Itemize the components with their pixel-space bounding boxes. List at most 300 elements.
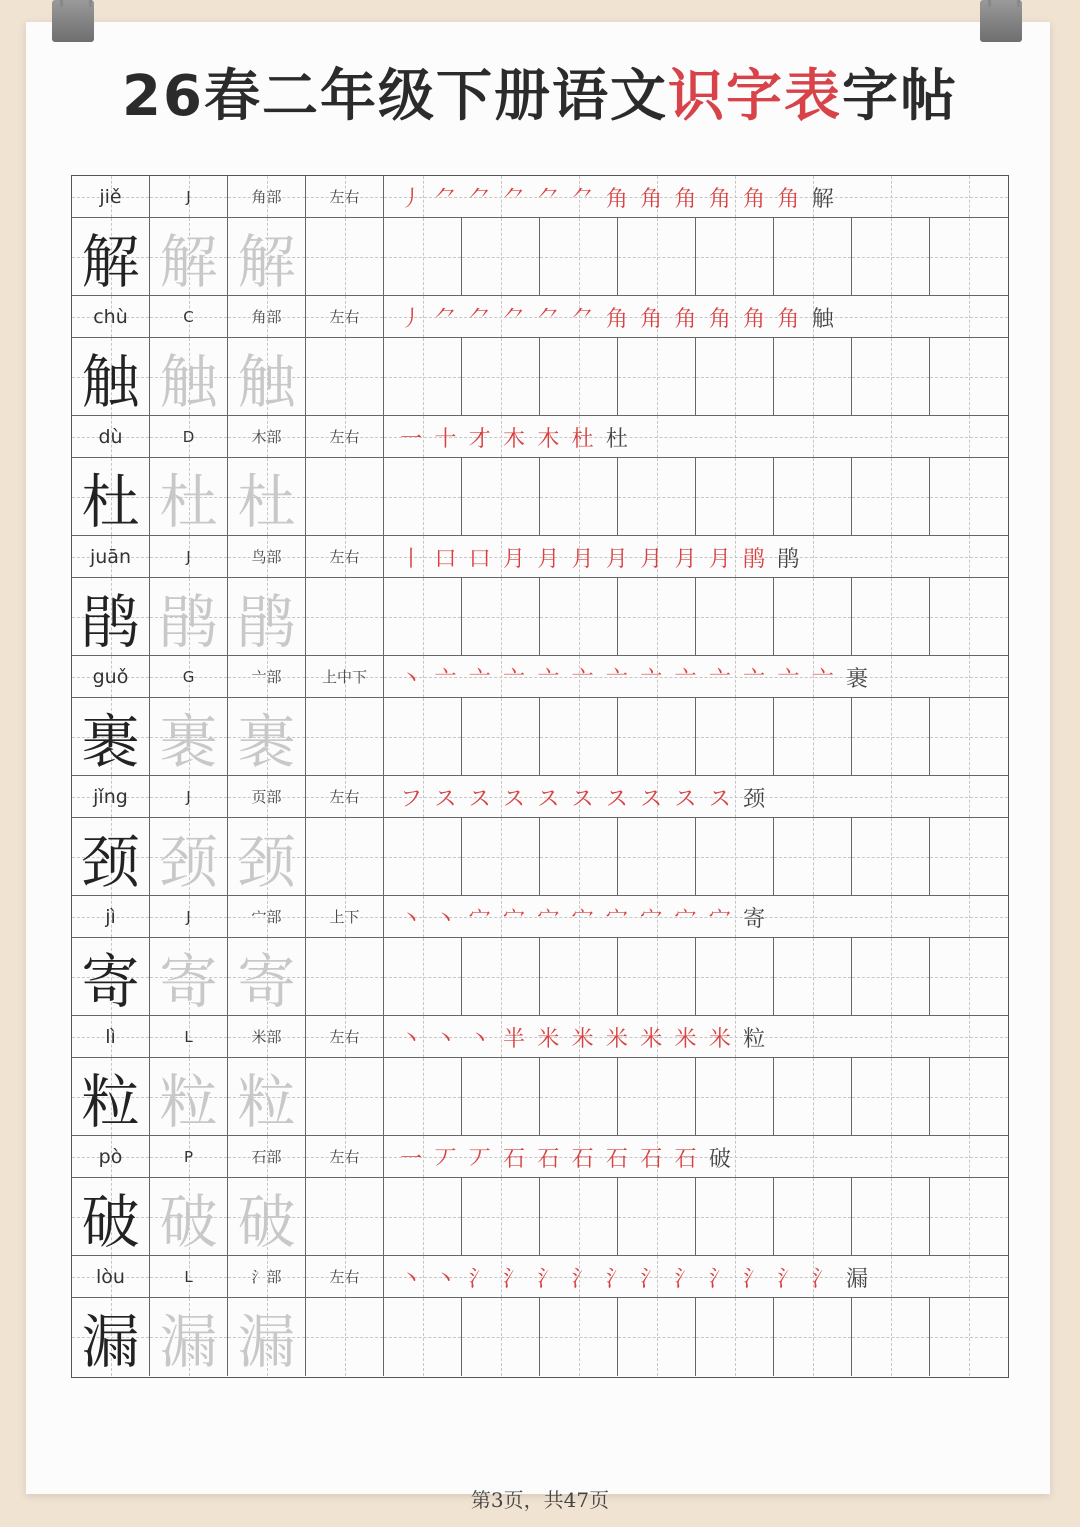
guide-line bbox=[813, 218, 814, 295]
blank-practice-cell[interactable] bbox=[852, 1298, 930, 1376]
stroke-step: 寄 bbox=[743, 906, 766, 932]
blank-practice-cell[interactable] bbox=[618, 1298, 696, 1376]
stroke-step: ス bbox=[537, 786, 560, 812]
blank-practice-cell[interactable] bbox=[462, 218, 540, 295]
guide-line bbox=[345, 1058, 346, 1135]
info-cell bbox=[150, 656, 228, 697]
guide-line bbox=[657, 818, 658, 895]
model-character: 解 bbox=[81, 227, 140, 295]
character-entry bbox=[72, 776, 1008, 896]
blank-practice-cell[interactable] bbox=[930, 818, 1008, 895]
pinyin-label: guǒ bbox=[92, 665, 129, 688]
blank-practice-cell[interactable] bbox=[852, 1178, 930, 1255]
trace-character: 鹃 bbox=[237, 587, 296, 655]
radical-label: 角部 bbox=[251, 188, 282, 206]
stroke-order-cell bbox=[384, 536, 1008, 577]
model-character: 颈 bbox=[81, 827, 140, 895]
stroke-step: 氵 bbox=[777, 1266, 800, 1292]
stroke-step: 氵 bbox=[468, 1266, 491, 1292]
character-entry bbox=[72, 896, 1008, 1016]
structure-label: 左右 bbox=[329, 1028, 360, 1046]
info-cell bbox=[228, 656, 306, 697]
guide-line bbox=[813, 938, 814, 1015]
guide-line bbox=[813, 1298, 814, 1376]
guide-line bbox=[345, 818, 346, 895]
info-cell bbox=[72, 176, 150, 217]
guide-line bbox=[501, 938, 502, 1015]
guide-line bbox=[345, 1298, 346, 1376]
blank-practice-cell[interactable] bbox=[774, 938, 852, 1015]
blank-practice-cell[interactable] bbox=[618, 218, 696, 295]
trace-character: 破 bbox=[237, 1187, 296, 1255]
trace-character: 裹 bbox=[159, 707, 218, 775]
blank-practice-cell[interactable] bbox=[618, 458, 696, 535]
stroke-step: 角 bbox=[708, 186, 731, 212]
stroke-step: 丶 bbox=[400, 1266, 423, 1292]
blank-practice-cell[interactable] bbox=[462, 578, 540, 655]
blank-practice-cell[interactable] bbox=[540, 458, 618, 535]
guide-line bbox=[657, 578, 658, 655]
info-cell bbox=[228, 536, 306, 577]
blank-practice-cell[interactable] bbox=[306, 1178, 384, 1255]
guide-line bbox=[969, 578, 970, 655]
blank-practice-cell[interactable] bbox=[852, 818, 930, 895]
stroke-sequence bbox=[394, 536, 806, 577]
stroke-step: 米 bbox=[708, 1026, 731, 1052]
radical-label: 角部 bbox=[251, 308, 282, 326]
blank-practice-cell[interactable] bbox=[618, 338, 696, 415]
model-character: 粒 bbox=[81, 1067, 140, 1135]
stroke-step: 角 bbox=[708, 306, 731, 332]
blank-practice-cell[interactable] bbox=[618, 578, 696, 655]
info-cell bbox=[150, 1016, 228, 1057]
blank-practice-cell[interactable] bbox=[696, 1178, 774, 1255]
structure-label: 上中下 bbox=[321, 668, 367, 686]
blank-practice-cell[interactable] bbox=[696, 218, 774, 295]
character-entry bbox=[72, 416, 1008, 536]
blank-practice-cell[interactable] bbox=[774, 1298, 852, 1376]
structure-label: 左右 bbox=[329, 788, 360, 806]
guide-line bbox=[501, 338, 502, 415]
model-character-cell bbox=[72, 338, 150, 415]
blank-practice-cell[interactable] bbox=[540, 818, 618, 895]
guide-line bbox=[423, 698, 424, 775]
stroke-step: 月 bbox=[708, 546, 731, 572]
pinyin-label: juān bbox=[89, 545, 131, 568]
info-cell bbox=[228, 896, 306, 937]
trace-character: 颈 bbox=[237, 827, 296, 895]
blank-practice-cell[interactable] bbox=[306, 458, 384, 535]
stroke-step: 氵 bbox=[571, 1266, 594, 1292]
blank-practice-cell[interactable] bbox=[930, 578, 1008, 655]
blank-practice-cell[interactable] bbox=[774, 218, 852, 295]
blank-practice-cell[interactable] bbox=[618, 1058, 696, 1135]
blank-practice-cell[interactable] bbox=[930, 218, 1008, 295]
stroke-step: ス bbox=[571, 786, 594, 812]
blank-practice-cell[interactable] bbox=[930, 1178, 1008, 1255]
info-cell bbox=[306, 176, 384, 217]
initial-letter: G bbox=[182, 667, 195, 686]
character-entry bbox=[72, 296, 1008, 416]
blank-practice-cell[interactable] bbox=[930, 1058, 1008, 1135]
info-cell bbox=[228, 296, 306, 337]
initial-letter: P bbox=[183, 1147, 194, 1166]
blank-practice-cell[interactable] bbox=[852, 938, 930, 1015]
initial-letter: D bbox=[182, 427, 195, 446]
blank-practice-cell[interactable] bbox=[462, 1058, 540, 1135]
guide-line bbox=[345, 578, 346, 655]
stroke-step: 丶 bbox=[434, 1026, 457, 1052]
stroke-step: 亠 bbox=[503, 666, 526, 692]
stroke-sequence bbox=[394, 176, 840, 217]
blank-practice-cell[interactable] bbox=[462, 938, 540, 1015]
blank-practice-cell[interactable] bbox=[384, 1058, 462, 1135]
stroke-step: ス bbox=[640, 786, 663, 812]
stroke-step: 丶 bbox=[434, 1266, 457, 1292]
radical-label: 石部 bbox=[251, 1148, 282, 1166]
blank-practice-cell[interactable] bbox=[384, 218, 462, 295]
guide-line bbox=[813, 578, 814, 655]
blank-practice-cell[interactable] bbox=[384, 698, 462, 775]
pinyin-label: jì bbox=[105, 905, 116, 928]
stroke-step: 十 bbox=[434, 426, 457, 452]
stroke-step: 角 bbox=[743, 306, 766, 332]
stroke-step: 角 bbox=[605, 186, 628, 212]
stroke-step: 亠 bbox=[640, 666, 663, 692]
blank-practice-cell[interactable] bbox=[774, 578, 852, 655]
info-cell bbox=[306, 1256, 384, 1297]
radical-label: 鸟部 bbox=[251, 548, 282, 566]
blank-practice-cell[interactable] bbox=[696, 458, 774, 535]
guide-line bbox=[813, 338, 814, 415]
stroke-step: ⺈ bbox=[571, 186, 594, 212]
trace-character: 解 bbox=[159, 227, 218, 295]
blank-practice-cell[interactable] bbox=[696, 938, 774, 1015]
stroke-step: フ bbox=[400, 786, 423, 812]
blank-practice-cell[interactable] bbox=[462, 1178, 540, 1255]
guide-line bbox=[891, 458, 892, 535]
stroke-step: 丆 bbox=[468, 1146, 491, 1172]
trace-character-cell bbox=[228, 578, 306, 655]
blank-practice-cell[interactable] bbox=[696, 818, 774, 895]
stroke-step: 解 bbox=[811, 186, 834, 212]
structure-label: 左右 bbox=[329, 1268, 360, 1286]
blank-practice-cell[interactable] bbox=[852, 338, 930, 415]
stroke-step: ス bbox=[503, 786, 526, 812]
stroke-order-cell bbox=[384, 176, 1008, 217]
blank-practice-cell[interactable] bbox=[306, 218, 384, 295]
initial-letter: L bbox=[184, 1267, 193, 1286]
stroke-step: ⺈ bbox=[434, 186, 457, 212]
stroke-step: ⺈ bbox=[434, 306, 457, 332]
guide-line bbox=[891, 938, 892, 1015]
blank-practice-cell[interactable] bbox=[852, 578, 930, 655]
trace-character: 粒 bbox=[159, 1067, 218, 1135]
stroke-step: 氵 bbox=[811, 1266, 834, 1292]
blank-practice-cell[interactable] bbox=[462, 458, 540, 535]
info-cell bbox=[306, 536, 384, 577]
blank-practice-cell[interactable] bbox=[384, 1298, 462, 1376]
trace-character: 漏 bbox=[237, 1308, 296, 1376]
guide-line bbox=[657, 938, 658, 1015]
stroke-step: 口 bbox=[434, 546, 457, 572]
stroke-step: 丶 bbox=[434, 906, 457, 932]
guide-line bbox=[969, 1298, 970, 1376]
blank-practice-cell[interactable] bbox=[462, 338, 540, 415]
info-cell bbox=[72, 1256, 150, 1297]
stroke-order-cell bbox=[384, 1136, 1008, 1177]
info-cell bbox=[72, 776, 150, 817]
blank-practice-cell[interactable] bbox=[306, 1298, 384, 1376]
guide-line bbox=[735, 218, 736, 295]
radical-label: 米部 bbox=[251, 1028, 282, 1046]
stroke-order-cell bbox=[384, 1016, 1008, 1057]
blank-practice-cell[interactable] bbox=[618, 1178, 696, 1255]
pinyin-label: jǐng bbox=[93, 785, 128, 808]
model-character: 破 bbox=[81, 1187, 140, 1255]
trace-character-cell bbox=[150, 938, 228, 1015]
guide-line bbox=[579, 818, 580, 895]
pinyin-label: pò bbox=[98, 1145, 123, 1168]
blank-practice-cell[interactable] bbox=[306, 578, 384, 655]
stroke-step: 米 bbox=[571, 1026, 594, 1052]
blank-practice-cell[interactable] bbox=[774, 1058, 852, 1135]
stroke-step: ⺈ bbox=[468, 306, 491, 332]
stroke-step: 米 bbox=[605, 1026, 628, 1052]
title-suffix: 字帖 bbox=[841, 64, 958, 129]
guide-line bbox=[345, 458, 346, 535]
radical-label: 氵部 bbox=[251, 1268, 282, 1286]
guide-line bbox=[891, 698, 892, 775]
blank-practice-cell[interactable] bbox=[930, 938, 1008, 1015]
stroke-step: 宀 bbox=[468, 906, 491, 932]
blank-practice-cell[interactable] bbox=[384, 458, 462, 535]
practice-row bbox=[72, 1178, 1008, 1256]
blank-practice-cell[interactable] bbox=[852, 1058, 930, 1135]
guide-line bbox=[579, 1178, 580, 1255]
blank-practice-cell[interactable] bbox=[306, 698, 384, 775]
stroke-order-cell bbox=[384, 1256, 1008, 1297]
trace-character-cell bbox=[228, 218, 306, 295]
model-character: 裹 bbox=[81, 707, 140, 775]
info-row bbox=[72, 416, 1008, 458]
guide-line bbox=[891, 338, 892, 415]
stroke-step: 亠 bbox=[674, 666, 697, 692]
info-cell bbox=[72, 416, 150, 457]
blank-practice-cell[interactable] bbox=[540, 1058, 618, 1135]
guide-line bbox=[891, 818, 892, 895]
trace-character-cell bbox=[228, 818, 306, 895]
character-entry bbox=[72, 1016, 1008, 1136]
stroke-step: 宀 bbox=[605, 906, 628, 932]
blank-practice-cell[interactable] bbox=[306, 1058, 384, 1135]
blank-practice-cell[interactable] bbox=[774, 1178, 852, 1255]
blank-practice-cell[interactable] bbox=[540, 938, 618, 1015]
guide-line bbox=[813, 698, 814, 775]
stroke-step: 亠 bbox=[605, 666, 628, 692]
blank-practice-cell[interactable] bbox=[540, 1178, 618, 1255]
blank-practice-cell[interactable] bbox=[384, 818, 462, 895]
guide-line bbox=[735, 338, 736, 415]
info-cell bbox=[72, 536, 150, 577]
page-title bbox=[0, 52, 1080, 132]
blank-practice-cell[interactable] bbox=[306, 818, 384, 895]
guide-line bbox=[657, 1298, 658, 1376]
info-cell bbox=[228, 416, 306, 457]
stroke-step: ス bbox=[605, 786, 628, 812]
stroke-step: 破 bbox=[708, 1146, 731, 1172]
blank-practice-cell[interactable] bbox=[930, 458, 1008, 535]
stroke-step: 口 bbox=[468, 546, 491, 572]
guide-line bbox=[891, 1058, 892, 1135]
blank-practice-cell[interactable] bbox=[696, 1298, 774, 1376]
info-row bbox=[72, 776, 1008, 818]
stroke-step: 角 bbox=[674, 186, 697, 212]
blank-practice-cell[interactable] bbox=[540, 698, 618, 775]
blank-practice-cell[interactable] bbox=[696, 1058, 774, 1135]
blank-practice-cell[interactable] bbox=[852, 698, 930, 775]
blank-practice-cell[interactable] bbox=[540, 578, 618, 655]
trace-character-cell bbox=[150, 578, 228, 655]
blank-practice-cell[interactable] bbox=[774, 458, 852, 535]
guide-line bbox=[969, 938, 970, 1015]
blank-practice-cell[interactable] bbox=[852, 458, 930, 535]
guide-line bbox=[657, 218, 658, 295]
stroke-sequence bbox=[394, 1016, 771, 1057]
guide-line bbox=[969, 458, 970, 535]
guide-line bbox=[423, 578, 424, 655]
blank-practice-cell[interactable] bbox=[696, 578, 774, 655]
stroke-order-cell bbox=[384, 896, 1008, 937]
blank-practice-cell[interactable] bbox=[930, 698, 1008, 775]
stroke-step: 角 bbox=[640, 186, 663, 212]
blank-practice-cell[interactable] bbox=[384, 1178, 462, 1255]
guide-line bbox=[579, 578, 580, 655]
stroke-step: ⺈ bbox=[468, 186, 491, 212]
trace-character: 粒 bbox=[237, 1067, 296, 1135]
stroke-step: 亠 bbox=[434, 666, 457, 692]
blank-practice-cell[interactable] bbox=[462, 818, 540, 895]
trace-character: 杜 bbox=[237, 467, 296, 535]
info-cell bbox=[72, 1016, 150, 1057]
stroke-step: 半 bbox=[503, 1026, 526, 1052]
guide-line bbox=[813, 818, 814, 895]
blank-practice-cell[interactable] bbox=[540, 218, 618, 295]
model-character-cell bbox=[72, 818, 150, 895]
trace-character-cell bbox=[150, 698, 228, 775]
info-row bbox=[72, 1256, 1008, 1298]
stroke-step: 月 bbox=[503, 546, 526, 572]
guide-line bbox=[501, 578, 502, 655]
blank-practice-cell[interactable] bbox=[930, 338, 1008, 415]
guide-line bbox=[891, 218, 892, 295]
stroke-step: 宀 bbox=[674, 906, 697, 932]
guide-line bbox=[579, 218, 580, 295]
trace-character-cell bbox=[228, 458, 306, 535]
guide-line bbox=[735, 458, 736, 535]
info-row bbox=[72, 1016, 1008, 1058]
blank-practice-cell[interactable] bbox=[540, 338, 618, 415]
stroke-step: 石 bbox=[605, 1146, 628, 1172]
trace-character: 解 bbox=[237, 227, 296, 295]
info-cell bbox=[150, 1136, 228, 1177]
trace-character: 寄 bbox=[237, 947, 296, 1015]
stroke-step: 亠 bbox=[571, 666, 594, 692]
blank-practice-cell[interactable] bbox=[384, 338, 462, 415]
stroke-step: 宀 bbox=[640, 906, 663, 932]
stroke-step: 裹 bbox=[846, 666, 869, 692]
blank-practice-cell[interactable] bbox=[774, 818, 852, 895]
blank-practice-cell[interactable] bbox=[462, 698, 540, 775]
stroke-step: 氵 bbox=[674, 1266, 697, 1292]
radical-label: 宀部 bbox=[251, 908, 282, 926]
guide-line bbox=[969, 698, 970, 775]
initial-letter: C bbox=[183, 307, 194, 326]
blank-practice-cell[interactable] bbox=[618, 698, 696, 775]
character-entry bbox=[72, 1256, 1008, 1376]
stroke-step: 石 bbox=[674, 1146, 697, 1172]
stroke-step: ⺈ bbox=[503, 186, 526, 212]
structure-label: 左右 bbox=[329, 308, 360, 326]
blank-practice-cell[interactable] bbox=[384, 938, 462, 1015]
stroke-step: 角 bbox=[777, 306, 800, 332]
info-cell bbox=[306, 416, 384, 457]
model-character: 寄 bbox=[81, 947, 140, 1015]
trace-character: 触 bbox=[237, 347, 296, 415]
guide-line bbox=[423, 938, 424, 1015]
trace-character-cell bbox=[228, 1058, 306, 1135]
stroke-step: 亠 bbox=[537, 666, 560, 692]
blank-practice-cell[interactable] bbox=[696, 338, 774, 415]
radical-label: 木部 bbox=[251, 428, 282, 446]
blank-practice-cell[interactable] bbox=[384, 578, 462, 655]
info-cell bbox=[72, 1136, 150, 1177]
blank-practice-cell[interactable] bbox=[462, 1298, 540, 1376]
pinyin-label: jiě bbox=[99, 185, 122, 208]
guide-line bbox=[423, 1298, 424, 1376]
trace-character-cell bbox=[150, 458, 228, 535]
guide-line bbox=[423, 1178, 424, 1255]
character-entry bbox=[72, 176, 1008, 296]
stroke-step: 丿 bbox=[400, 306, 423, 332]
practice-row bbox=[72, 938, 1008, 1016]
info-cell bbox=[306, 1136, 384, 1177]
blank-practice-cell[interactable] bbox=[306, 938, 384, 1015]
blank-practice-cell[interactable] bbox=[774, 338, 852, 415]
model-character-cell bbox=[72, 1298, 150, 1376]
stroke-step: ス bbox=[674, 786, 697, 812]
practice-row bbox=[72, 1058, 1008, 1136]
blank-practice-cell[interactable] bbox=[540, 1298, 618, 1376]
title-text: 26春二年级下册语文 bbox=[122, 64, 668, 129]
blank-practice-cell[interactable] bbox=[852, 218, 930, 295]
blank-practice-cell[interactable] bbox=[306, 338, 384, 415]
guide-line bbox=[579, 1298, 580, 1376]
blank-practice-cell[interactable] bbox=[930, 1298, 1008, 1376]
stroke-step: 亠 bbox=[708, 666, 731, 692]
trace-character-cell bbox=[228, 338, 306, 415]
stroke-sequence bbox=[394, 776, 771, 817]
blank-practice-cell[interactable] bbox=[774, 698, 852, 775]
blank-practice-cell[interactable] bbox=[696, 698, 774, 775]
trace-character-cell bbox=[228, 1178, 306, 1255]
radical-label: 亠部 bbox=[251, 668, 282, 686]
info-row bbox=[72, 896, 1008, 938]
stroke-step: 宀 bbox=[503, 906, 526, 932]
guide-line bbox=[657, 458, 658, 535]
blank-practice-cell[interactable] bbox=[618, 938, 696, 1015]
blank-practice-cell[interactable] bbox=[618, 818, 696, 895]
